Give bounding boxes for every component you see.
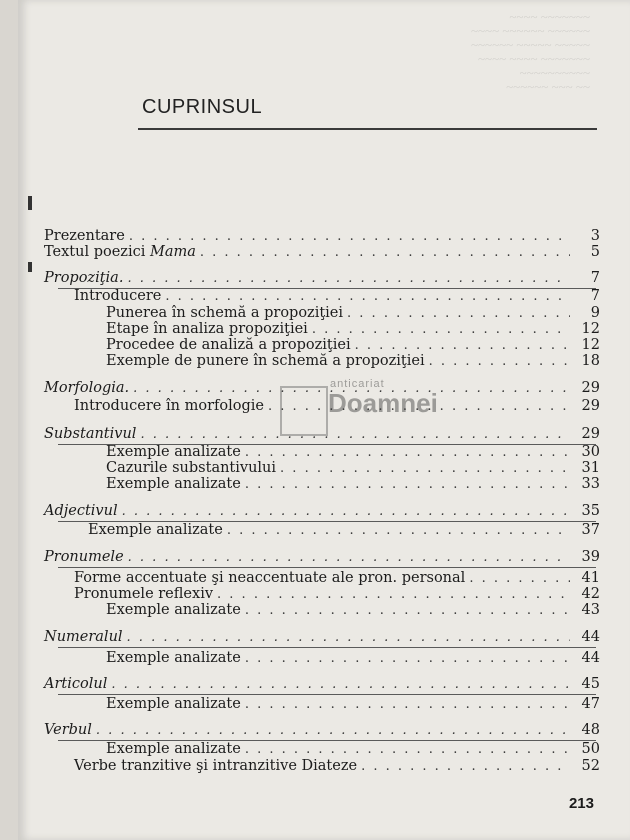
leader-dots (227, 523, 570, 538)
entry-title: Exemple analizate (106, 696, 241, 712)
entry-page: 42 (581, 586, 600, 602)
entry-title: Prezentare (44, 228, 125, 244)
entry-page: 5 (590, 244, 600, 260)
leader-dots (128, 550, 570, 565)
entry-title: Exemple analizate (106, 444, 241, 460)
watermark-big-text: Doamnei (328, 388, 438, 418)
leader-dots (347, 306, 570, 321)
entry-page: 7 (590, 270, 600, 286)
edge-mark (28, 262, 32, 272)
book-page (18, 0, 630, 840)
entry-title: Exemple analizate (106, 602, 241, 618)
entry-page: 35 (581, 503, 600, 519)
leader-dots (245, 742, 570, 757)
watermark-small-text: anticariat (330, 378, 385, 390)
entry-title: Cazurile substantivului (106, 460, 277, 476)
leader-dots (361, 759, 570, 774)
leader-dots (245, 651, 570, 666)
leader-dots (200, 245, 570, 260)
entry-title: Exemple analizate (88, 522, 223, 538)
entry-page: 12 (581, 337, 600, 353)
leader-dots (111, 677, 570, 692)
toc-entry (106, 476, 600, 496)
section-rule (58, 647, 596, 648)
leader-dots (245, 445, 570, 460)
entry-page: 41 (581, 570, 600, 586)
entry-title: Propoziţia. (44, 270, 124, 286)
entry-page: 33 (581, 476, 600, 492)
watermark-logo (280, 378, 438, 442)
leader-dots (129, 229, 570, 244)
toc-section (44, 270, 600, 290)
entry-title: Articolul (44, 676, 108, 692)
entry-page: 12 (581, 321, 600, 337)
entry-title: Exemple analizate (106, 741, 241, 757)
entry-page: 30 (581, 444, 600, 460)
page-number: 213 (568, 795, 594, 812)
toc-section (44, 629, 600, 649)
toc-entry (88, 522, 600, 542)
entry-title: Procedee de analiză a propoziţiei (106, 337, 351, 353)
entry-title: Exemple de punere în schemă a propoziţiei (106, 353, 425, 369)
entry-title: Numeralul (44, 629, 123, 645)
entry-title: Morfologia. (44, 380, 130, 396)
leader-dots (245, 603, 570, 618)
entry-title: Textul poezici Mama (44, 244, 196, 260)
entry-page: 48 (581, 722, 600, 738)
leader-dots (122, 504, 570, 519)
entry-page: 39 (581, 549, 600, 565)
heading-rule (138, 128, 597, 130)
entry-page: 52 (581, 758, 600, 774)
entry-page: 47 (581, 696, 600, 712)
entry-page: 44 (581, 650, 600, 666)
entry-title: Verbul (44, 722, 92, 738)
toc-heading: CUPRINSUL (142, 96, 263, 118)
entry-page: 18 (581, 353, 600, 369)
entry-title: Pronumele (44, 549, 124, 565)
entry-title: Substantivul (44, 426, 137, 442)
leader-dots (355, 338, 570, 353)
entry-title: Adjectivul (44, 503, 118, 519)
entry-title: Exemple analizate (106, 650, 241, 666)
entry-title: Introducere în morfologie (74, 398, 264, 414)
toc-entry (106, 353, 600, 373)
section-rule (58, 567, 596, 568)
leader-dots (469, 571, 570, 586)
toc-section (44, 503, 600, 523)
leader-dots (217, 587, 570, 602)
toc-section (44, 676, 600, 696)
entry-title: Forme accentuate şi neaccentuate ale pron. personal (74, 570, 466, 586)
entry-page: 3 (590, 228, 600, 244)
toc-entry (106, 696, 600, 716)
entry-title: Exemple analizate (106, 476, 241, 492)
entry-page: 44 (581, 629, 600, 645)
section-rule (58, 694, 596, 695)
toc-entry (106, 650, 600, 670)
edge-mark (28, 196, 32, 210)
entry-page: 7 (590, 288, 600, 304)
entry-title: Etape în analiza propoziţiei (106, 321, 308, 337)
book-stack-icon (280, 386, 328, 436)
entry-page: 31 (581, 460, 600, 476)
entry-page: 29 (581, 426, 600, 442)
entry-title: Verbe tranzitive şi intranzitive Diateze (74, 758, 358, 774)
toc-entry (44, 244, 600, 264)
entry-title: Punerea în schemă a propoziţiei (106, 305, 344, 321)
leader-dots (127, 271, 570, 286)
toc-section (44, 549, 600, 569)
leader-dots (280, 461, 570, 476)
toc-entry (74, 758, 600, 778)
leader-dots (127, 630, 570, 645)
leader-dots (245, 477, 570, 492)
toc-entry (106, 602, 600, 622)
entry-page: 50 (581, 741, 600, 757)
entry-title: Introducere (74, 288, 162, 304)
entry-page: 37 (581, 522, 600, 538)
leader-dots (312, 322, 570, 337)
entry-page: 29 (581, 398, 600, 414)
leader-dots (96, 723, 570, 738)
entry-page: 29 (581, 380, 600, 396)
entry-page: 9 (590, 305, 600, 321)
leader-dots (165, 289, 570, 304)
toc-section (44, 722, 600, 742)
leader-dots (429, 354, 570, 369)
entry-page: 43 (581, 602, 600, 618)
entry-title: Pronumele reflexiv (74, 586, 214, 602)
entry-page: 45 (581, 676, 600, 692)
bleed-through-text: ~~~~ ~~~~~~~ ~~~~ ~~~~~~ ~~~~~~ ~~~~~~ ~~~~~ ~~~~~ ~~~~ ~~~~ ~~~~~~~ ~~~~~~~~~~ ~~~~~~ ~~~ ~~ (470, 9, 590, 94)
leader-dots (245, 697, 570, 712)
